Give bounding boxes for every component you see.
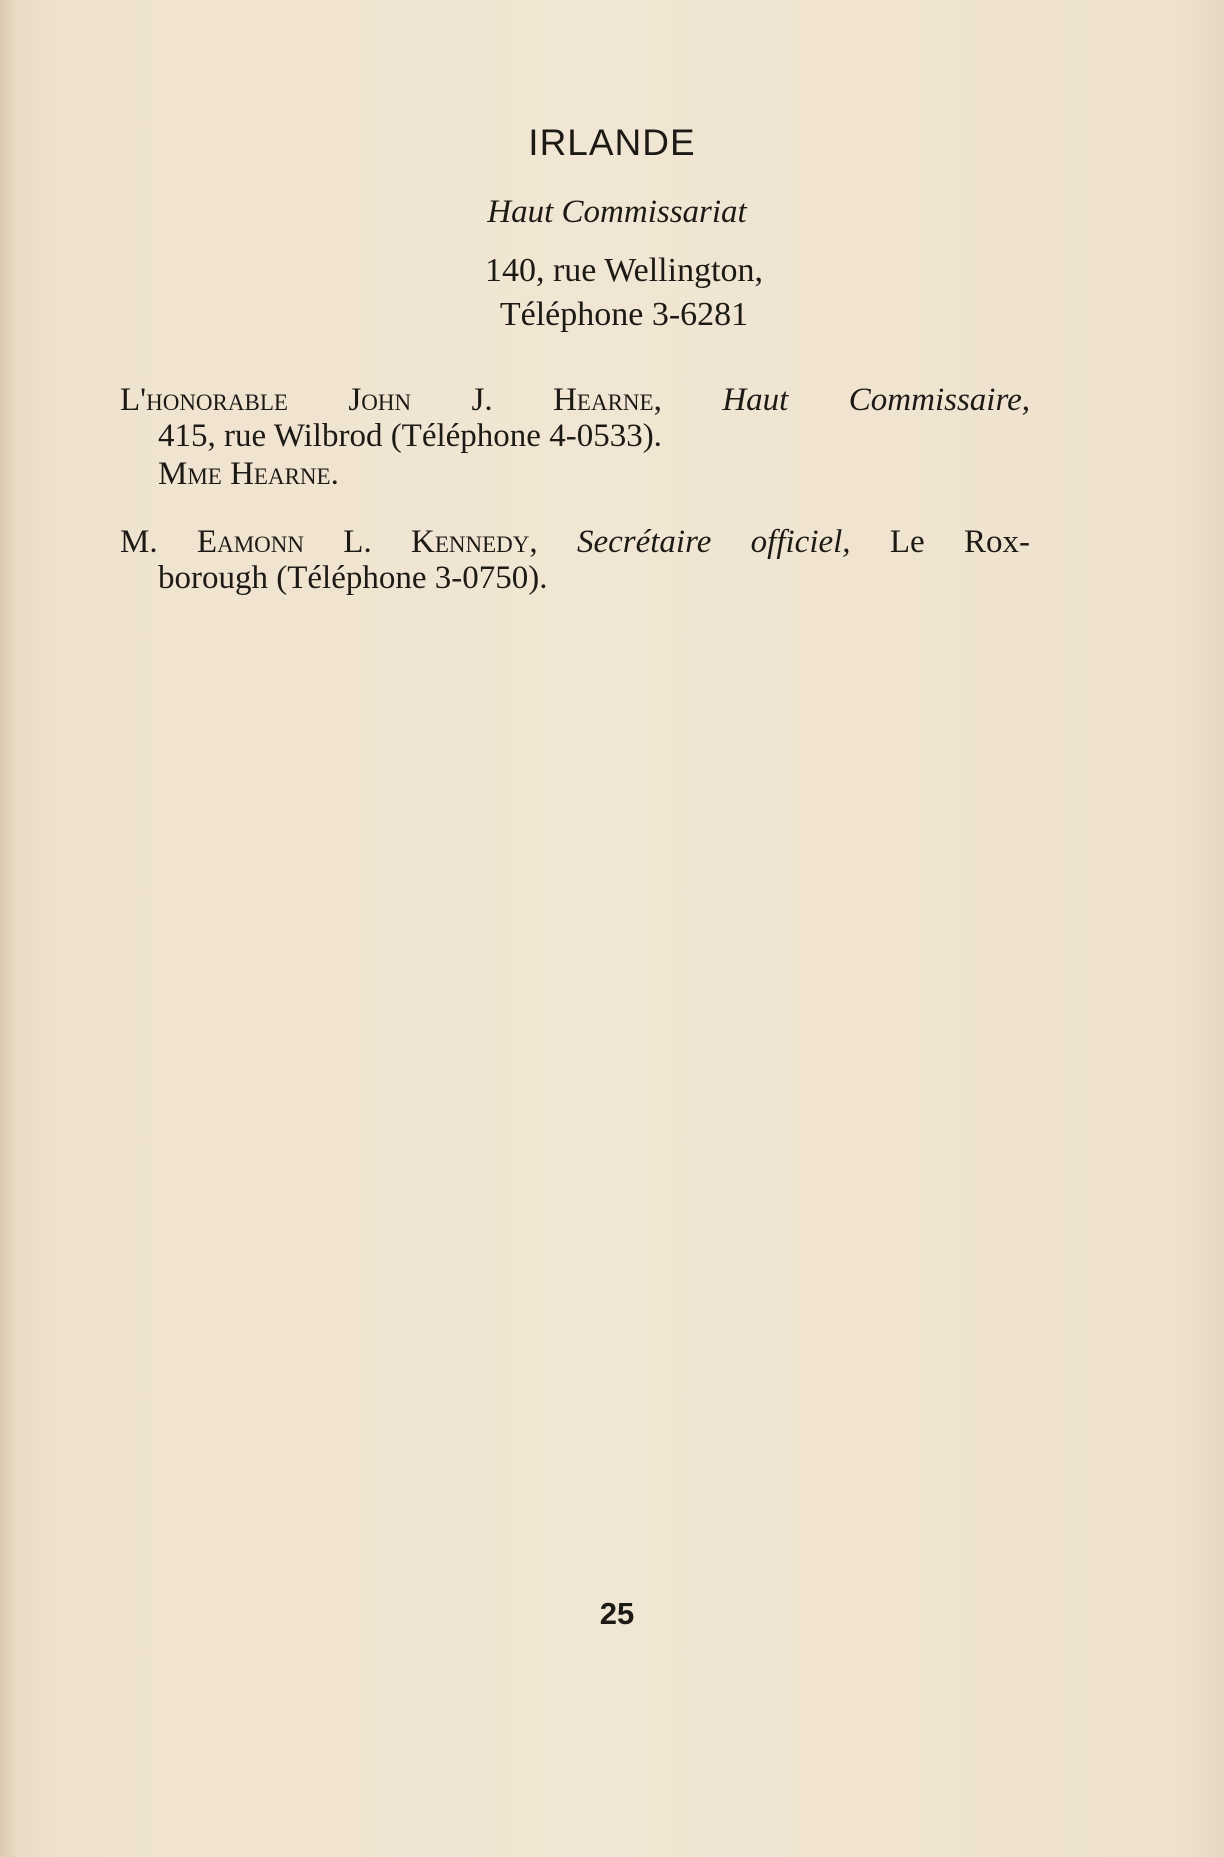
office-subheading: Haut Commissariat [487, 194, 747, 230]
entry-kennedy-prefix: M. [120, 524, 158, 560]
entry-kennedy-line-1 [120, 524, 1030, 560]
entry-mme-hearne [158, 456, 1068, 492]
entry-hearne-prefix: L'honorable [120, 382, 288, 418]
office-address: 140, rue Wellington, [484, 252, 764, 289]
entry-kennedy [120, 524, 1030, 596]
entry-hearne-address: 415, rue Wilbrod (Téléphone 4-0533). [158, 418, 662, 454]
entry-hearne-name: John J. Hearne, [348, 382, 662, 418]
entry-kennedy-address-start: Le Rox- [889, 524, 1031, 560]
entry-mme-hearne-text: Mme Hearne. [158, 456, 339, 492]
country-heading: IRLANDE [528, 122, 696, 163]
entry-kennedy-title: Secrétaire officiel, [576, 524, 851, 560]
entry-hearne [120, 382, 1030, 454]
entry-kennedy-address-end: borough (Téléphone 3-0750). [158, 560, 548, 596]
entry-hearne-line-1 [120, 382, 1030, 418]
entry-hearne-title: Haut Commissaire, [722, 382, 1030, 418]
entry-kennedy-name: Eamonn L. Kennedy, [196, 524, 538, 560]
page-number: 25 [599, 1596, 635, 1631]
office-phone: Téléphone 3-6281 [499, 296, 749, 333]
